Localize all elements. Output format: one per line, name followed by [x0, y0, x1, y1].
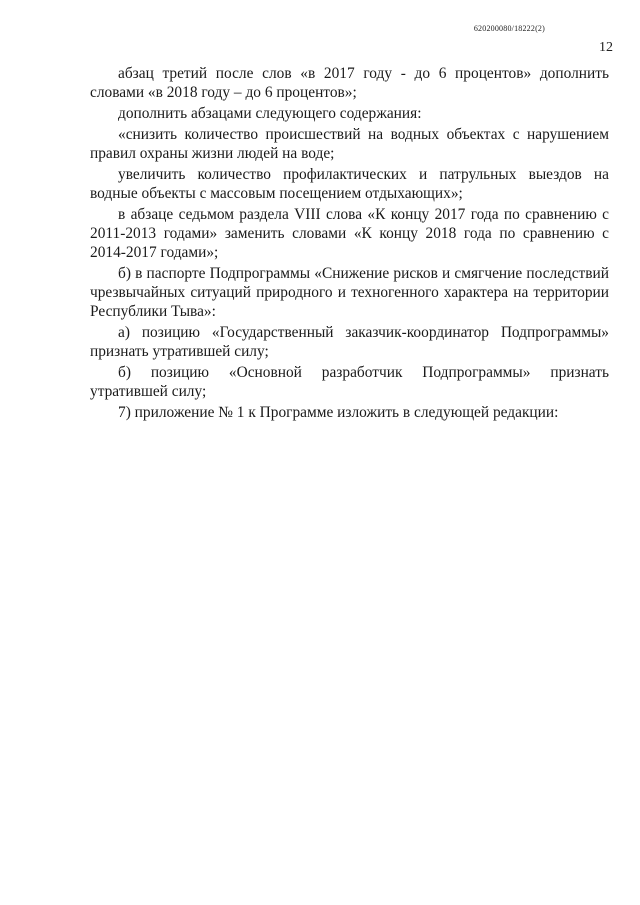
paragraph-2: дополнить абзацами следующего содержания:	[118, 105, 422, 122]
page-number: 12	[599, 40, 613, 55]
paragraph-6: б) в паспорте Подпрограммы «Снижение рисков и смягчение последствий чрезвычайных ситуаций природного и техногенного характера на территории Республики Тыва»:	[90, 265, 609, 320]
document-code: 620200080/18222(2)	[473, 24, 545, 33]
document-body	[90, 64, 609, 424]
paragraph-9: 7) приложение № 1 к Программе изложить в следующей редакции:	[118, 404, 559, 421]
paragraph-8: б) позицию «Основной разработчик Подпрограммы» признать утратившей силу;	[90, 364, 609, 400]
paragraph-5: в абзаце седьмом раздела VIII слова «К концу 2017 года по сравнению с 2011-2013 годами» заменить словами «К концу 2018 года по сравнению с 2014-2017 годами»;	[90, 206, 609, 261]
paragraph-3: «снизить количество происшествий на водных объектах с нарушением правил охраны жизни людей на воде;	[90, 126, 609, 162]
paragraph-7: а) позицию «Государственный заказчик-координатор Подпрограммы» признать утратившей силу;	[90, 324, 609, 360]
paragraph-1: абзац третий после слов «в 2017 году - до 6 процентов» дополнить словами «в 2018 году – до 6 процентов»;	[90, 65, 609, 101]
paragraph-4: увеличить количество профилактических и патрульных выездов на водные объекты с массовым посещением отдыхающих»;	[90, 166, 609, 202]
